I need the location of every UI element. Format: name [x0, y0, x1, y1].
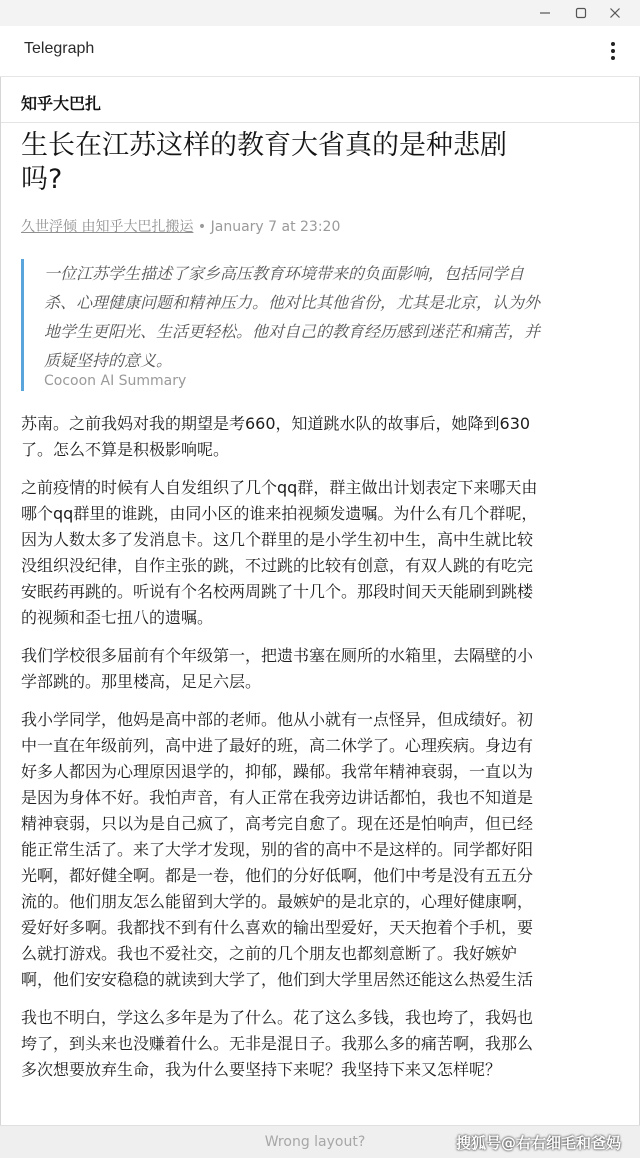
app-title: Telegraph — [24, 40, 95, 57]
paragraph-line: 多次想要放弃生命，我为什么要坚持下来呢？我坚持下来又怎样呢？ — [21, 1060, 502, 1079]
app-header — [0, 26, 640, 77]
paragraph-line: 我小学同学，他妈是高中部的老师。他从小就有一点怪异，但成绩好。初 — [21, 710, 534, 729]
publish-date: January 7 at 23:20 — [210, 219, 341, 235]
minimize-icon[interactable] — [530, 3, 560, 23]
paragraph-line: 学部跳的。那里楼高，足足六层。 — [21, 672, 262, 691]
paragraph-line: 精神衰弱，只以为是自己疯了，高考完自愈了。现在还是怕响声，但已经 — [21, 814, 534, 833]
bottom-bar — [0, 1125, 640, 1158]
paragraph-line: 爱好好多啊。我都找不到有什么喜欢的输出型爱好，天天抱着个手机，要 — [21, 918, 534, 937]
paragraph-line: 光啊，都好健全啊。都是一卷，他们的分好低啊，他们中考是没有五五分 — [21, 866, 534, 885]
paragraph-line: 没组织没纪律，自作主张的跳，不过跳的比较有创意，有双人跳的有吃完 — [21, 556, 534, 575]
article-source: 知乎大巴扎 — [21, 94, 102, 113]
summary-label: Cocoon AI Summary — [44, 373, 187, 389]
close-icon[interactable] — [600, 3, 630, 23]
summary-line: 一位江苏学生描述了家乡高压教育环境带来的负面影响，包括同学自 — [44, 264, 525, 283]
paragraph-line: 哪个qq群里的谁跳，由同小区的谁来拍视频发遗嘱。为什么有几个群呢， — [21, 504, 538, 523]
paragraph-line: 之前疫情的时候有人自发组织了几个qq群，群主做出计划表定下来哪天由 — [21, 478, 538, 497]
paragraph-line: 好多人都因为心理原因退学的，抑郁，躁郁。我常年精神衰弱，一直以为 — [21, 762, 534, 781]
summary-line: 杀、心理健康问题和精神压力。他对比其他省份，尤其是北京，认为外 — [44, 293, 541, 312]
title-line: 生长在江苏这样的教育大省真的是种悲剧 — [21, 130, 507, 161]
paragraph — [21, 475, 621, 631]
paragraph — [21, 643, 621, 695]
title-line: 吗? — [21, 164, 63, 195]
summary-text — [44, 259, 604, 375]
paragraph-line: 垮了，到头来也没赚着什么。无非是混日子。我那么多的痛苦啊，我那么 — [21, 1034, 534, 1053]
byline-separator: • — [197, 219, 207, 235]
wrong-layout-link[interactable]: Wrong layout? — [264, 1134, 366, 1150]
divider — [1, 122, 639, 123]
window-titlebar — [0, 0, 640, 26]
paragraph-line: 的视频和歪七扭八的遗嘱。 — [21, 608, 214, 627]
paragraph-line: 啊，他们安安稳稳的就读到大学了，他们到大学里居然还能这么热爱生活 — [21, 970, 534, 989]
article-body — [21, 411, 621, 1095]
paragraph-line: 了。怎么不算是积极影响呢。 — [21, 440, 230, 459]
watermark: 搜狐号@右右细毛和爸妈 — [456, 1134, 622, 1152]
more-vertical-icon[interactable] — [604, 40, 622, 62]
paragraph-line: 能正常生活了。来了大学才发现，别的省的高中不是这样的。同学都好阳 — [21, 840, 534, 859]
byline — [21, 216, 340, 236]
author-link[interactable]: 久世浮倾 由知乎大巴扎搬运 — [21, 219, 194, 235]
paragraph — [21, 707, 621, 993]
paragraph — [21, 411, 621, 463]
paragraph-line: 么就打游戏。我也不爱社交，之前的几个朋友也都刻意断了。我好嫉妒 — [21, 944, 518, 963]
article-view[interactable] — [0, 77, 640, 1125]
summary-line: 地学生更阳光、生活更轻松。他对自己的教育经历感到迷茫和痛苦，并 — [44, 322, 541, 341]
paragraph-line: 中一直在年级前列，高中进了最好的班，高二休学了。心理疾病。身边有 — [21, 736, 534, 755]
dot — [611, 49, 615, 53]
paragraph-line: 是因为身体不好。我怕声音，有人正常在我旁边讲话都怕，我也不知道是 — [21, 788, 534, 807]
paragraph-line: 苏南。之前我妈对我的期望是考660，知道跳水队的故事后，她降到630 — [21, 414, 531, 433]
ai-summary — [21, 259, 617, 391]
dot — [611, 56, 615, 60]
paragraph-line: 我也不明白，学这么多年是为了什么。花了这么多钱，我也垮了，我妈也 — [21, 1008, 534, 1027]
dot — [611, 42, 615, 46]
paragraph-line: 流的。他们朋友怎么能留到大学的。最嫉妒的是北京的，心理好健康啊， — [21, 892, 534, 911]
article-title — [21, 129, 581, 197]
paragraph-line: 我们学校很多届前有个年级第一，把遗书塞在厕所的水箱里，去隔壁的小 — [21, 646, 534, 665]
paragraph-line: 安眠药再跳的。听说有个名校两周跳了十几个。那段时间天天能刷到跳楼 — [21, 582, 534, 601]
maximize-icon[interactable] — [566, 3, 596, 23]
paragraph — [21, 1005, 621, 1083]
paragraph-line: 因为人数太多了发消息卡。这几个群里的是小学生初中生，高中生就比较 — [21, 530, 534, 549]
summary-line: 质疑坚持的意义。 — [44, 351, 173, 370]
